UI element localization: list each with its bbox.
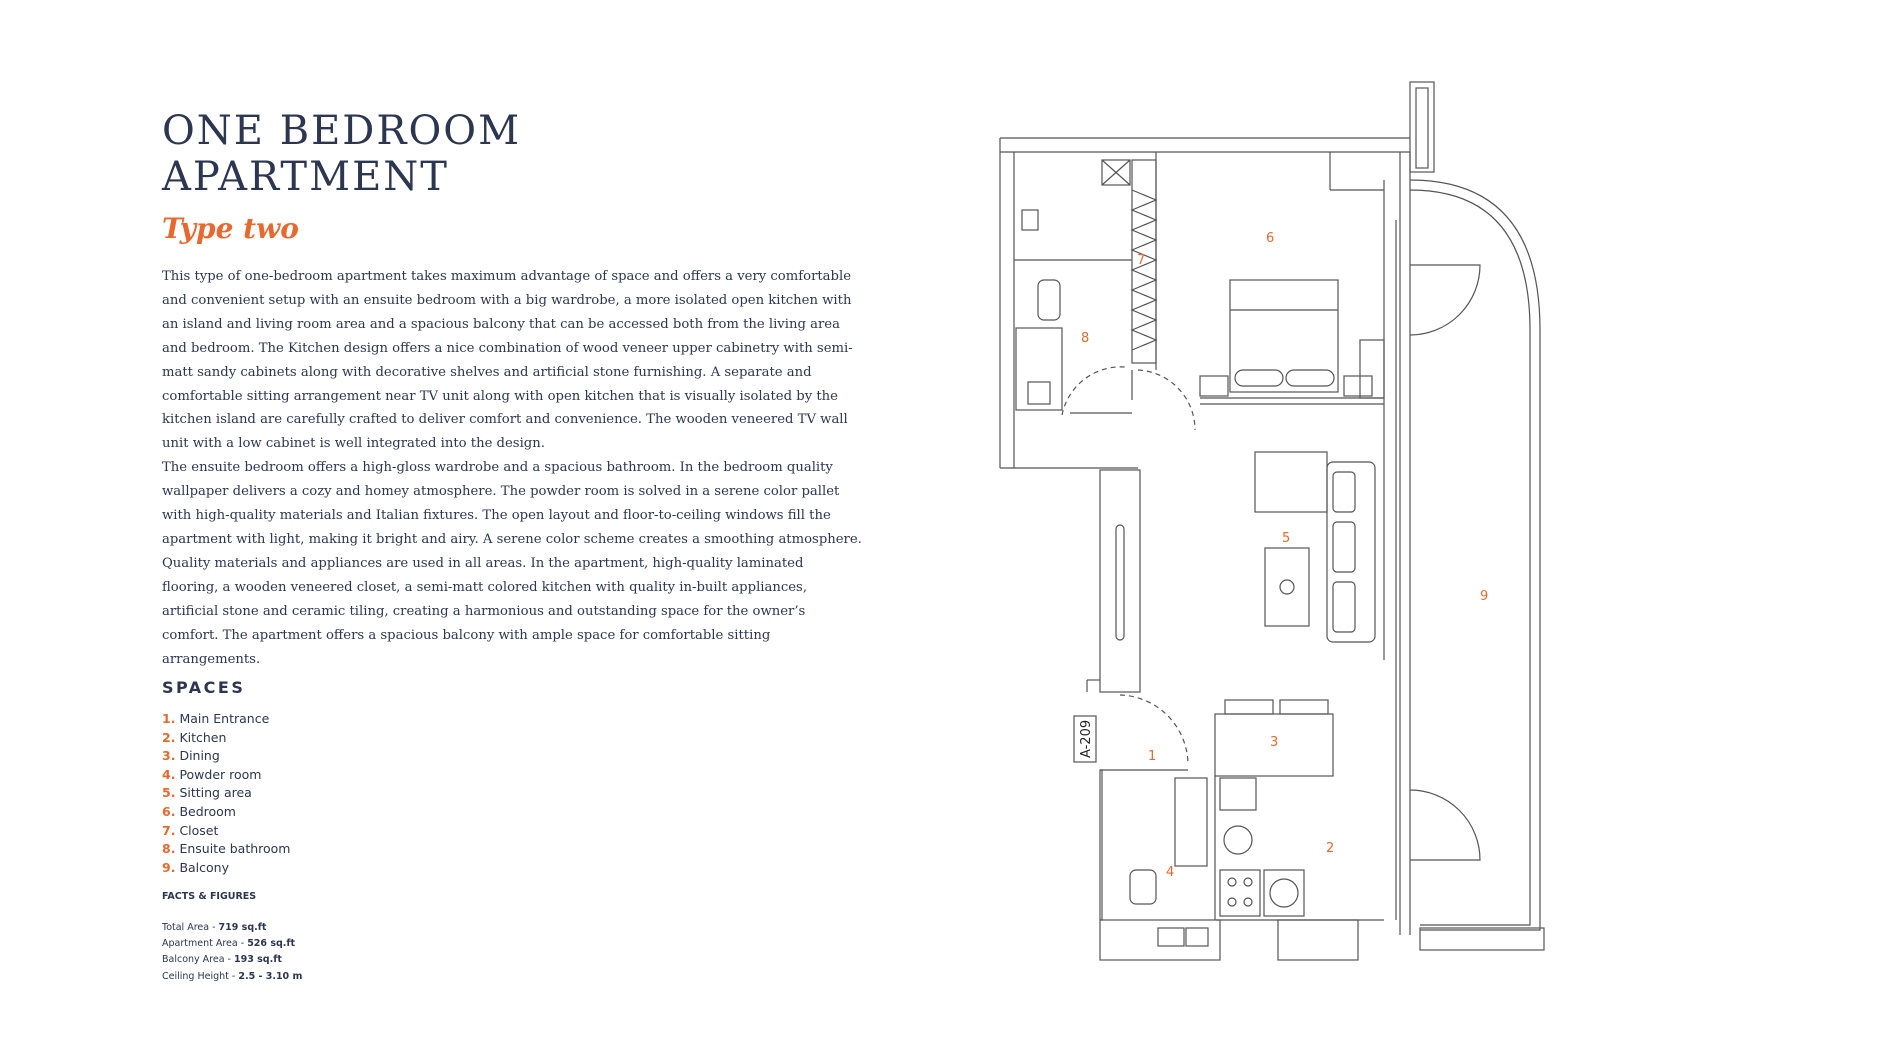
- lower-wall: [1278, 920, 1358, 960]
- description-paragraph-1: This type of one-bedroom apartment takes maximum advantage of space and offers a very comfortable and convenient setup with an ensuite bedroom with a big wardrobe, a more isolated open kitchen with an island and living room area and a spacious balcony that can be accessed both from the living area and bedroom. The Kitchen design offers a nice combination of wood veneer upper cabinetry with semi-matt sandy cabinets along with decorative shelves and artificial stone furnishing. A separate and comfortable sitting arrangement near TV unit along with open kitchen that is visually isolated by the kitchen island are carefully crafted to deliver comfort and convenience. The wooden veneered TV wall unit with a low cabinet is well integrated into the design.: [162, 269, 853, 452]
- oven-dial: [1270, 879, 1298, 907]
- list-item: [162, 920, 302, 936]
- sofa-cushion: [1333, 582, 1355, 632]
- powder-vanity: [1175, 778, 1207, 866]
- coffee-table: [1265, 548, 1309, 626]
- room-number-label: 3: [1270, 735, 1279, 750]
- list-item: [162, 803, 291, 822]
- space-number: 1.: [162, 711, 176, 726]
- fact-value: 2.5 - 3.10 m: [238, 970, 303, 982]
- list-item: [162, 729, 291, 748]
- space-number: 5.: [162, 785, 176, 801]
- tv-unit: [1255, 452, 1327, 512]
- toilet: [1038, 280, 1060, 320]
- balcony-door: [1410, 265, 1480, 335]
- door-swing: [1138, 370, 1195, 430]
- room-number-label: 6: [1266, 231, 1275, 246]
- balcony-door: [1410, 790, 1480, 860]
- sofa: [1327, 462, 1375, 642]
- space-label: Closet: [179, 822, 219, 838]
- room-number-label: 5: [1282, 531, 1291, 546]
- handrail: [1116, 525, 1124, 640]
- list-item: [162, 840, 291, 859]
- space-label: Bedroom: [179, 803, 236, 819]
- description-paragraph-2: The ensuite bedroom offers a high-gloss wardrobe and a spacious bathroom. In the bedroom quality wallpaper delivers a cozy and homey atmosphere. The powder room is solved in a serene color pallet with high-quality materials and Italian fixtures. The open layout and floor-to-ceiling windows fill the apartment with light, making it bright and airy. A serene color scheme creates a smoothing atmosphere. Quality materials and appliances are used in all areas. In the apartment, high-quality laminated flooring, a wooden veneered closet, a semi-matt colored kitchen with quality in-built appliances, artificial stone and ceramic tiling, creating a harmonious and outstanding space for the owner’s comfort. The apartment offers a spacious balcony with ample space for comfortable sitting arrangements.: [162, 460, 862, 667]
- fact-value: 193 sq.ft: [234, 954, 282, 966]
- space-label: Sitting area: [179, 785, 252, 801]
- list-item: [162, 822, 291, 841]
- wall-line: [1100, 770, 1102, 920]
- space-label: Ensuite bathroom: [179, 841, 291, 857]
- room-number-label: 2: [1326, 841, 1335, 856]
- nightstand: [1344, 376, 1372, 396]
- shaft: [1158, 928, 1184, 946]
- burner: [1244, 878, 1252, 886]
- room-number-label: 4: [1166, 865, 1175, 880]
- space-label: Main Entrance: [179, 711, 270, 726]
- space-label: Balcony: [179, 859, 229, 875]
- page-subtitle: Type two: [162, 212, 299, 245]
- list-item: [162, 766, 291, 785]
- burner: [1228, 898, 1236, 906]
- list-item: [162, 952, 302, 968]
- door-swing: [1062, 367, 1125, 415]
- facts-heading: FACTS & FIGURES: [162, 891, 257, 902]
- space-label: Dining: [179, 748, 220, 764]
- space-number: 9.: [162, 859, 176, 875]
- lower-wall: [1100, 920, 1220, 960]
- cooktop: [1220, 870, 1260, 916]
- list-item: [162, 859, 291, 878]
- fact-value: 526 sq.ft: [247, 938, 296, 950]
- page-title-line-2: APARTMENT: [162, 154, 449, 200]
- room-number-label: 8: [1081, 331, 1090, 346]
- room-number-label: 7: [1137, 253, 1146, 268]
- table-lamp: [1280, 580, 1294, 594]
- space-label: Kitchen: [179, 729, 227, 745]
- description: [162, 265, 862, 671]
- sofa-cushion: [1333, 522, 1355, 572]
- sofa-cushion: [1333, 472, 1355, 512]
- shaft: [1186, 928, 1208, 946]
- page-title-line-1: ONE BEDROOM: [162, 108, 522, 154]
- fact-label: Total Area -: [162, 922, 219, 933]
- page-title: [162, 108, 521, 200]
- list-item: [162, 936, 302, 952]
- list-item: [162, 969, 302, 985]
- unit-code-label: A-209: [1079, 719, 1094, 758]
- facts-list: [162, 920, 302, 985]
- shower-tray: [1016, 328, 1062, 410]
- nightstand: [1200, 376, 1228, 396]
- fact-label: Ceiling Height -: [162, 970, 239, 982]
- wall-pillar: [1410, 82, 1434, 172]
- balcony-rail: [1420, 928, 1544, 950]
- fact-value: 719 sq.ft: [218, 922, 267, 933]
- list-item: [162, 784, 291, 803]
- list-item: [162, 710, 291, 729]
- wardrobe-hatch: [1132, 190, 1156, 350]
- list-item: [162, 747, 291, 766]
- kitchen-sink: [1220, 778, 1256, 810]
- burner: [1244, 898, 1252, 906]
- dining-chair: [1225, 700, 1273, 714]
- dining-chair: [1280, 700, 1328, 714]
- corridor-wall: [1100, 470, 1140, 692]
- space-label: Powder room: [179, 766, 262, 782]
- space-number: 8.: [162, 841, 176, 857]
- room-number-label: 9: [1480, 589, 1489, 604]
- room-number-label: 1: [1148, 749, 1157, 764]
- powder-toilet: [1130, 870, 1156, 904]
- fact-label: Balcony Area -: [162, 954, 235, 966]
- kitchen-hob: [1224, 826, 1252, 854]
- fact-label: Apartment Area -: [162, 938, 248, 950]
- pillow: [1235, 370, 1283, 386]
- space-number: 4.: [162, 766, 176, 782]
- bed: [1230, 280, 1338, 392]
- space-number: 3.: [162, 748, 176, 764]
- spaces-heading: SPACES: [162, 678, 246, 697]
- basin: [1028, 382, 1050, 404]
- wall-pillar-inner: [1416, 88, 1428, 168]
- space-number: 2.: [162, 729, 176, 745]
- bidet: [1022, 210, 1038, 230]
- floor-plan: [980, 70, 1640, 970]
- space-number: 7.: [162, 822, 176, 838]
- burner: [1228, 878, 1236, 886]
- pillow: [1286, 370, 1334, 386]
- spaces-list: [162, 710, 291, 877]
- space-number: 6.: [162, 803, 176, 819]
